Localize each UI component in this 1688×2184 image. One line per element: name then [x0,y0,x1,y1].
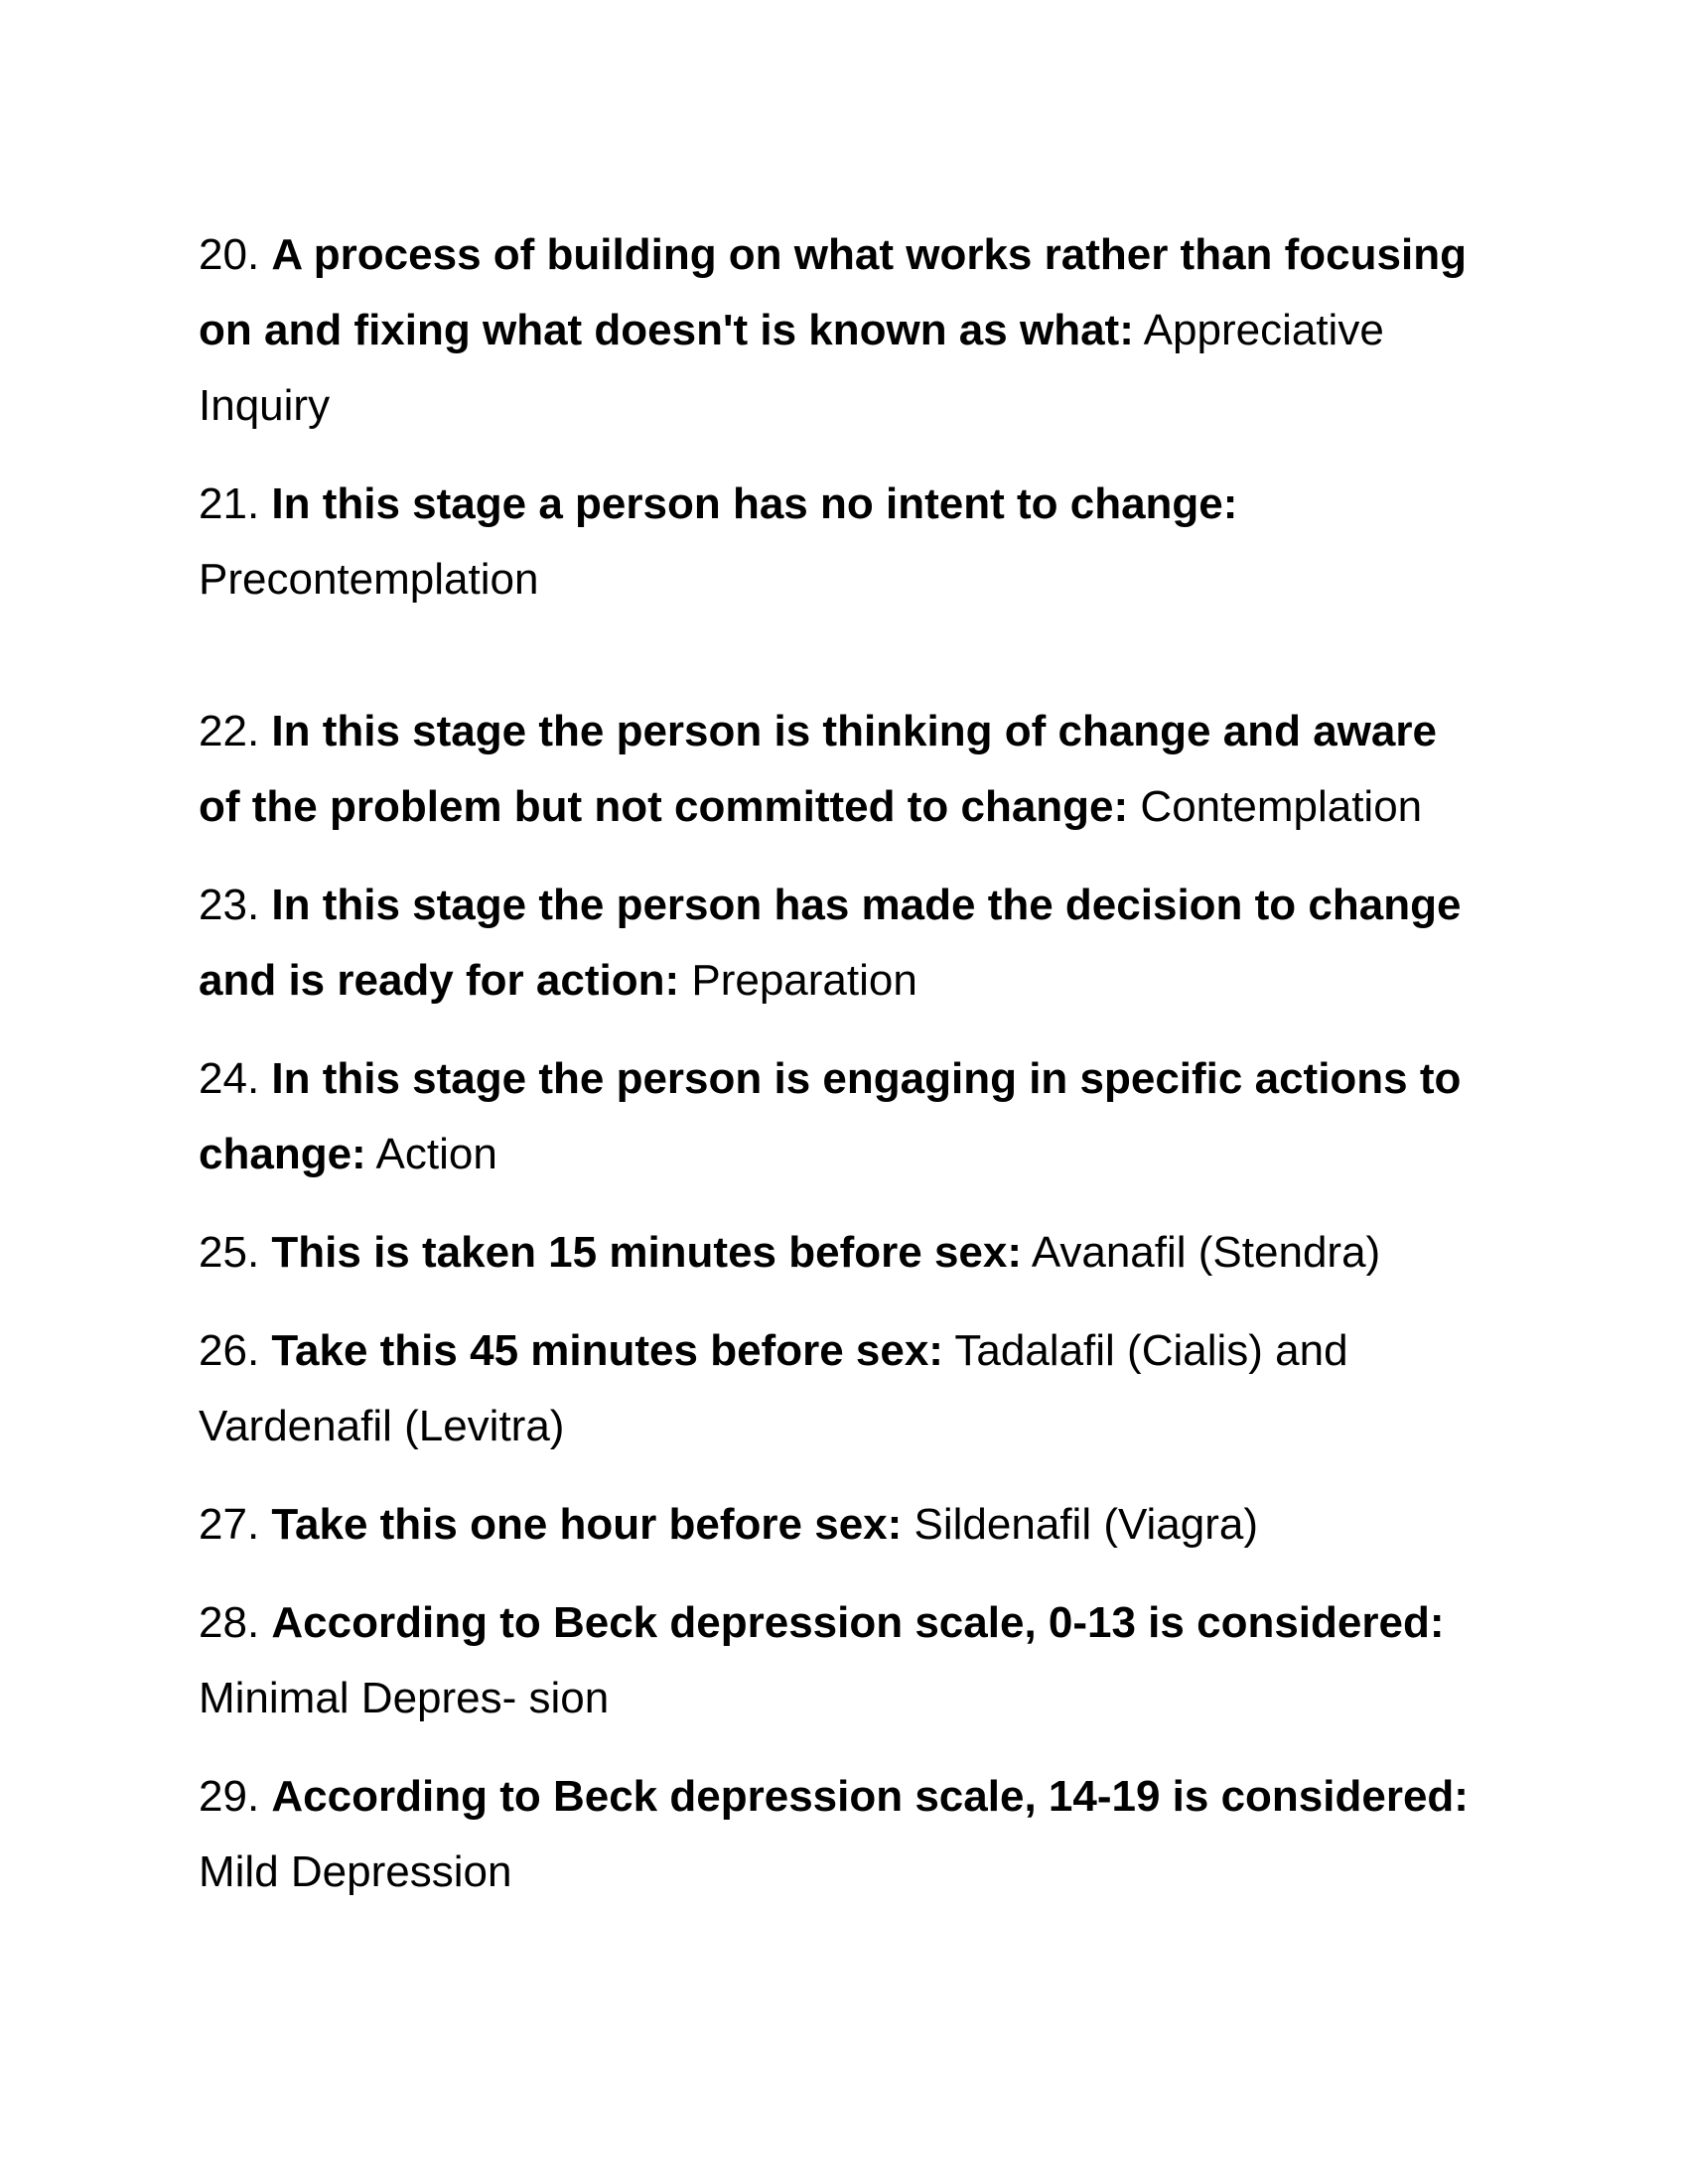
qa-item-20 [199,217,1489,444]
item-number: 23. [199,881,260,929]
question-text: According to Beck depression scale, 0-13 is considered: [271,1598,1445,1647]
answer-text: Avanafil (Stendra) [1031,1228,1381,1277]
qa-item-22 [199,694,1489,845]
question-text: In this stage the person is engaging in specific actions to change: [199,1054,1462,1178]
answer-text: Preparation [691,956,917,1005]
qa-item-28 [199,1585,1489,1736]
document-page [199,217,1489,1910]
qa-item-27 [199,1487,1489,1563]
qa-item-25 [199,1215,1489,1291]
answer-text: Sildenafil (Viagra) [914,1500,1259,1549]
answer-text: Tadalafil (Cialis) and Vardenafil (Levitra) [199,1326,1348,1450]
item-number: 21. [199,479,260,528]
question-text: In this stage the person has made the decision to change and is ready for action: [199,881,1462,1005]
qa-item-26 [199,1313,1489,1464]
qa-item-21 [199,467,1489,617]
answer-text: Mild Depression [199,1847,512,1896]
question-text: A process of building on what works rather than focusing on and fixing what doesn't is known as what: [199,230,1467,354]
item-number: 29. [199,1772,260,1821]
answer-text: Precontemplation [199,555,539,604]
item-number: 20. [199,230,260,279]
question-text: According to Beck depression scale, 14-19 is considered: [271,1772,1469,1821]
question-text: In this stage the person is thinking of change and aware of the problem but not committed to change: [199,707,1437,831]
qa-item-29 [199,1759,1489,1910]
answer-text: Contemplation [1140,782,1423,831]
question-text: This is taken 15 minutes before sex: [271,1228,1023,1277]
question-text: In this stage a person has no intent to change: [271,479,1238,528]
item-number: 22. [199,707,260,755]
qa-item-24 [199,1041,1489,1192]
answer-text: Appreciative Inquiry [199,306,1384,430]
item-number: 25. [199,1228,260,1277]
item-number: 28. [199,1598,260,1647]
answer-text: Minimal Depres- sion [199,1674,610,1722]
answer-text: Action [375,1130,497,1178]
item-number: 27. [199,1500,260,1549]
question-text: Take this 45 minutes before sex: [271,1326,943,1375]
qa-item-23 [199,868,1489,1019]
item-number: 24. [199,1054,260,1103]
item-number: 26. [199,1326,260,1375]
question-text: Take this one hour before sex: [271,1500,903,1549]
